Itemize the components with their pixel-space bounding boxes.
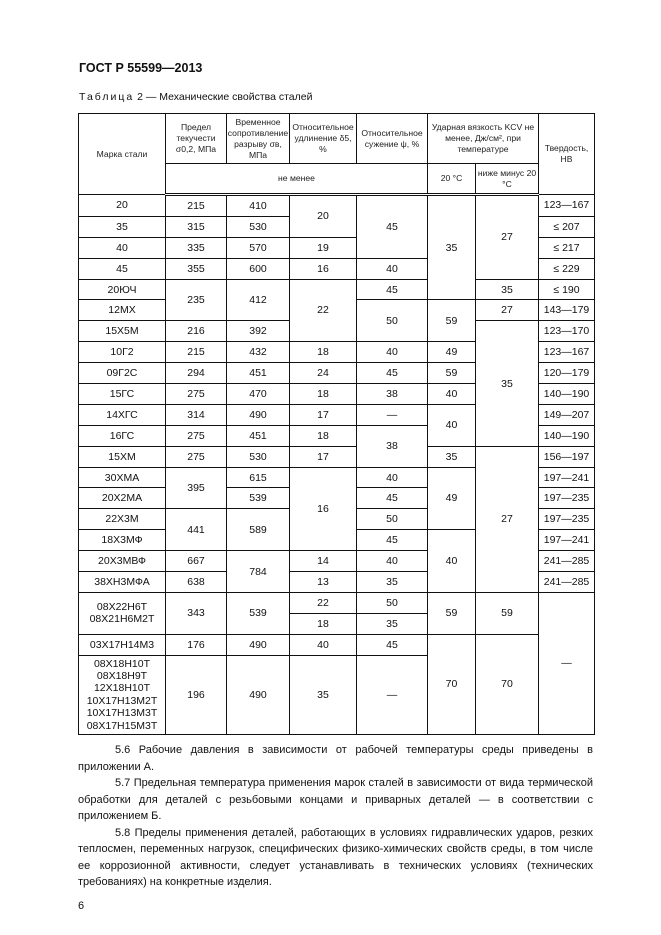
tensile-strength-cell: 451 xyxy=(227,363,290,384)
hardness-cell: ≤ 190 xyxy=(539,279,595,300)
yield-strength-cell: 215 xyxy=(166,342,227,363)
elongation-cell: 35 xyxy=(290,655,357,734)
narrowing-cell: 45 xyxy=(357,363,428,384)
tensile-strength-cell: 530 xyxy=(227,216,290,237)
impact-minus20c-cell: 59 xyxy=(476,592,539,634)
elongation-cell: 16 xyxy=(290,258,357,279)
hardness-cell: 143—179 xyxy=(539,300,595,321)
tensile-strength-cell: 589 xyxy=(227,509,290,551)
tensile-strength-cell: 470 xyxy=(227,384,290,405)
yield-strength-cell: 196 xyxy=(166,655,227,734)
narrowing-cell: 35 xyxy=(357,572,428,593)
hardness-cell: 120—179 xyxy=(539,363,595,384)
yield-strength-cell: 395 xyxy=(166,467,227,509)
body-text xyxy=(78,742,593,891)
tensile-strength-cell: 490 xyxy=(227,634,290,655)
header-not-less: не менее xyxy=(166,164,428,195)
hardness-cell: — xyxy=(539,592,595,734)
paragraph-5-7: 5.7 Предельная температура применения марок сталей в зависимости от вида термической обработки для деталей с резьбовыми концами и приварных деталей — в соответствии с приложением Б. xyxy=(78,777,593,823)
page-number: 6 xyxy=(78,899,85,912)
narrowing-cell: 40 xyxy=(357,551,428,572)
narrowing-cell: 50 xyxy=(357,592,428,613)
paragraph-5-8: 5.8 Пределы применения деталей, работающих в условиях гидравлических ударов, резких теплосмен, переменных нагрузок, специфических физико-химических свойств среды, в том числе ее коррозионной активности, следует устанавливать в технических условиях (технических требованиях) на конкретные изделия. xyxy=(78,826,593,889)
header-impact: Ударная вязкость KCV не менее, Дж/см², при температуре xyxy=(428,114,539,164)
steel-grade-cell: 40 xyxy=(79,237,166,258)
impact-minus20c-cell: 35 xyxy=(476,279,539,300)
tensile-strength-cell: 784 xyxy=(227,551,290,593)
yield-strength-cell: 638 xyxy=(166,572,227,593)
steel-grade-cell: 18Х3МФ xyxy=(79,530,166,551)
table-row xyxy=(79,279,595,300)
steel-grade-cell: 14ХГС xyxy=(79,404,166,425)
hardness-cell: 197—241 xyxy=(539,467,595,488)
steel-grade-cell: 15Х5М xyxy=(79,321,166,342)
header-mark: Марка стали xyxy=(79,114,166,195)
steel-grade-cell: 10Г2 xyxy=(79,342,166,363)
yield-strength-cell: 294 xyxy=(166,363,227,384)
narrowing-cell: 45 xyxy=(357,195,428,259)
narrowing-cell: 45 xyxy=(357,279,428,300)
yield-strength-cell: 215 xyxy=(166,195,227,217)
narrowing-cell: 45 xyxy=(357,530,428,551)
hardness-cell: 140—190 xyxy=(539,384,595,405)
narrowing-cell: — xyxy=(357,655,428,734)
yield-strength-cell: 667 xyxy=(166,551,227,572)
narrowing-cell: 50 xyxy=(357,300,428,342)
hardness-cell: ≤ 229 xyxy=(539,258,595,279)
table-caption xyxy=(79,91,312,103)
yield-strength-cell: 275 xyxy=(166,384,227,405)
header-yield: Предел текучести σ0,2, МПа xyxy=(166,114,227,164)
impact-minus20c-cell: 70 xyxy=(476,634,539,734)
impact-20c-cell: 49 xyxy=(428,467,476,530)
steel-grade-cell: 03Х17Н14М3 xyxy=(79,634,166,655)
tensile-strength-cell: 432 xyxy=(227,342,290,363)
elongation-cell: 18 xyxy=(290,384,357,405)
tensile-strength-cell: 539 xyxy=(227,488,290,509)
table-row xyxy=(79,592,595,613)
narrowing-cell: 45 xyxy=(357,488,428,509)
steel-grade-cell: 35 xyxy=(79,216,166,237)
tensile-strength-cell: 490 xyxy=(227,655,290,734)
yield-strength-cell: 275 xyxy=(166,446,227,467)
impact-20c-cell: 59 xyxy=(428,592,476,634)
table-body xyxy=(79,195,595,735)
hardness-cell: 123—167 xyxy=(539,342,595,363)
mechanical-properties-table xyxy=(78,113,595,735)
tensile-strength-cell: 451 xyxy=(227,425,290,446)
impact-20c-cell: 40 xyxy=(428,530,476,593)
steel-grade-cell: 12МХ xyxy=(79,300,166,321)
elongation-cell: 14 xyxy=(290,551,357,572)
tensile-strength-cell: 539 xyxy=(227,592,290,634)
yield-strength-cell: 314 xyxy=(166,404,227,425)
narrowing-cell: 40 xyxy=(357,467,428,488)
header-20c: 20 °С xyxy=(428,164,476,195)
yield-strength-cell: 176 xyxy=(166,634,227,655)
paragraph-5-6: 5.6 Рабочие давления в зависимости от рабочей температуры среды приведены в приложении А. xyxy=(78,744,593,773)
impact-minus20c-cell: 27 xyxy=(476,195,539,280)
header-elongation: Относительное удлинение δ5, % xyxy=(290,114,357,164)
hardness-cell: 149—207 xyxy=(539,404,595,425)
narrowing-cell: 38 xyxy=(357,384,428,405)
steel-grade-cell: 22Х3М xyxy=(79,509,166,530)
caption-title: 2 — Механические свойства сталей xyxy=(137,91,313,103)
table-row xyxy=(79,634,595,655)
yield-strength-cell: 335 xyxy=(166,237,227,258)
yield-strength-cell: 275 xyxy=(166,425,227,446)
hardness-cell: 140—190 xyxy=(539,425,595,446)
impact-20c-cell: 59 xyxy=(428,300,476,342)
elongation-cell: 18 xyxy=(290,342,357,363)
elongation-cell: 24 xyxy=(290,363,357,384)
header-hardness: Твердость, HB xyxy=(539,114,595,195)
impact-minus20c-cell: 35 xyxy=(476,321,539,446)
header-tensile: Временное сопротивление разрыву σв, МПа xyxy=(227,114,290,164)
steel-grade-cell: 20ЮЧ xyxy=(79,279,166,300)
impact-20c-cell: 59 xyxy=(428,363,476,384)
elongation-cell: 18 xyxy=(290,613,357,634)
hardness-cell: 156—197 xyxy=(539,446,595,467)
yield-strength-cell: 441 xyxy=(166,509,227,551)
yield-strength-cell: 355 xyxy=(166,258,227,279)
steel-grade-cell: 08Х18Н10Т 08Х18Н9Т 12Х18Н10Т 10Х17Н13М2Т 10Х17Н13М3Т 08Х17Н15М3Т xyxy=(79,655,166,734)
impact-20c-cell: 40 xyxy=(428,404,476,446)
impact-20c-cell: 70 xyxy=(428,634,476,734)
narrowing-cell: — xyxy=(357,404,428,425)
tensile-strength-cell: 412 xyxy=(227,279,290,321)
header-below-minus-20c: ниже минус 20 °С xyxy=(476,164,539,195)
tensile-strength-cell: 570 xyxy=(227,237,290,258)
impact-20c-cell: 35 xyxy=(428,195,476,300)
steel-grade-cell: 16ГС xyxy=(79,425,166,446)
narrowing-cell: 50 xyxy=(357,509,428,530)
steel-grade-cell: 20Х3МВФ xyxy=(79,551,166,572)
steel-grade-cell: 20Х2МА xyxy=(79,488,166,509)
impact-minus20c-cell: 27 xyxy=(476,446,539,592)
yield-strength-cell: 343 xyxy=(166,592,227,634)
hardness-cell: 123—170 xyxy=(539,321,595,342)
steel-grade-cell: 38ХН3МФА xyxy=(79,572,166,593)
elongation-cell: 40 xyxy=(290,634,357,655)
yield-strength-cell: 216 xyxy=(166,321,227,342)
hardness-cell: 197—235 xyxy=(539,509,595,530)
impact-20c-cell: 35 xyxy=(428,446,476,467)
impact-20c-cell: 49 xyxy=(428,342,476,363)
elongation-cell: 19 xyxy=(290,237,357,258)
steel-grade-cell: 08Х22Н6Т 08Х21Н6М2Т xyxy=(79,592,166,634)
elongation-cell: 18 xyxy=(290,425,357,446)
yield-strength-cell: 315 xyxy=(166,216,227,237)
impact-minus20c-cell: 27 xyxy=(476,300,539,321)
elongation-cell: 22 xyxy=(290,279,357,342)
impact-20c-cell: 40 xyxy=(428,384,476,405)
narrowing-cell: 40 xyxy=(357,342,428,363)
steel-grade-cell: 15ГС xyxy=(79,384,166,405)
tensile-strength-cell: 490 xyxy=(227,404,290,425)
narrowing-cell: 45 xyxy=(357,634,428,655)
elongation-cell: 17 xyxy=(290,404,357,425)
steel-grade-cell: 30ХМА xyxy=(79,467,166,488)
tensile-strength-cell: 530 xyxy=(227,446,290,467)
hardness-cell: 241—285 xyxy=(539,551,595,572)
table-row xyxy=(79,446,595,467)
table-row xyxy=(79,195,595,217)
hardness-cell: ≤ 217 xyxy=(539,237,595,258)
elongation-cell: 22 xyxy=(290,592,357,613)
hardness-cell: ≤ 207 xyxy=(539,216,595,237)
tensile-strength-cell: 600 xyxy=(227,258,290,279)
steel-grade-cell: 09Г2С xyxy=(79,363,166,384)
tensile-strength-cell: 392 xyxy=(227,321,290,342)
elongation-cell: 16 xyxy=(290,467,357,551)
steel-grade-cell: 45 xyxy=(79,258,166,279)
elongation-cell: 13 xyxy=(290,572,357,593)
page-content xyxy=(78,113,594,913)
steel-grade-cell: 15ХМ xyxy=(79,446,166,467)
elongation-cell: 20 xyxy=(290,195,357,238)
document-header: ГОСТ Р 55599—2013 xyxy=(79,61,203,75)
header-narrowing: Относительное сужение ψ, % xyxy=(357,114,428,164)
narrowing-cell: 38 xyxy=(357,425,428,467)
hardness-cell: 197—241 xyxy=(539,530,595,551)
hardness-cell: 123—167 xyxy=(539,195,595,217)
narrowing-cell: 35 xyxy=(357,613,428,634)
hardness-cell: 197—235 xyxy=(539,488,595,509)
tensile-strength-cell: 410 xyxy=(227,195,290,217)
tensile-strength-cell: 615 xyxy=(227,467,290,488)
elongation-cell: 17 xyxy=(290,446,357,467)
steel-grade-cell: 20 xyxy=(79,195,166,217)
narrowing-cell: 40 xyxy=(357,258,428,279)
hardness-cell: 241—285 xyxy=(539,572,595,593)
yield-strength-cell: 235 xyxy=(166,279,227,321)
caption-label: Таблица xyxy=(79,91,135,103)
